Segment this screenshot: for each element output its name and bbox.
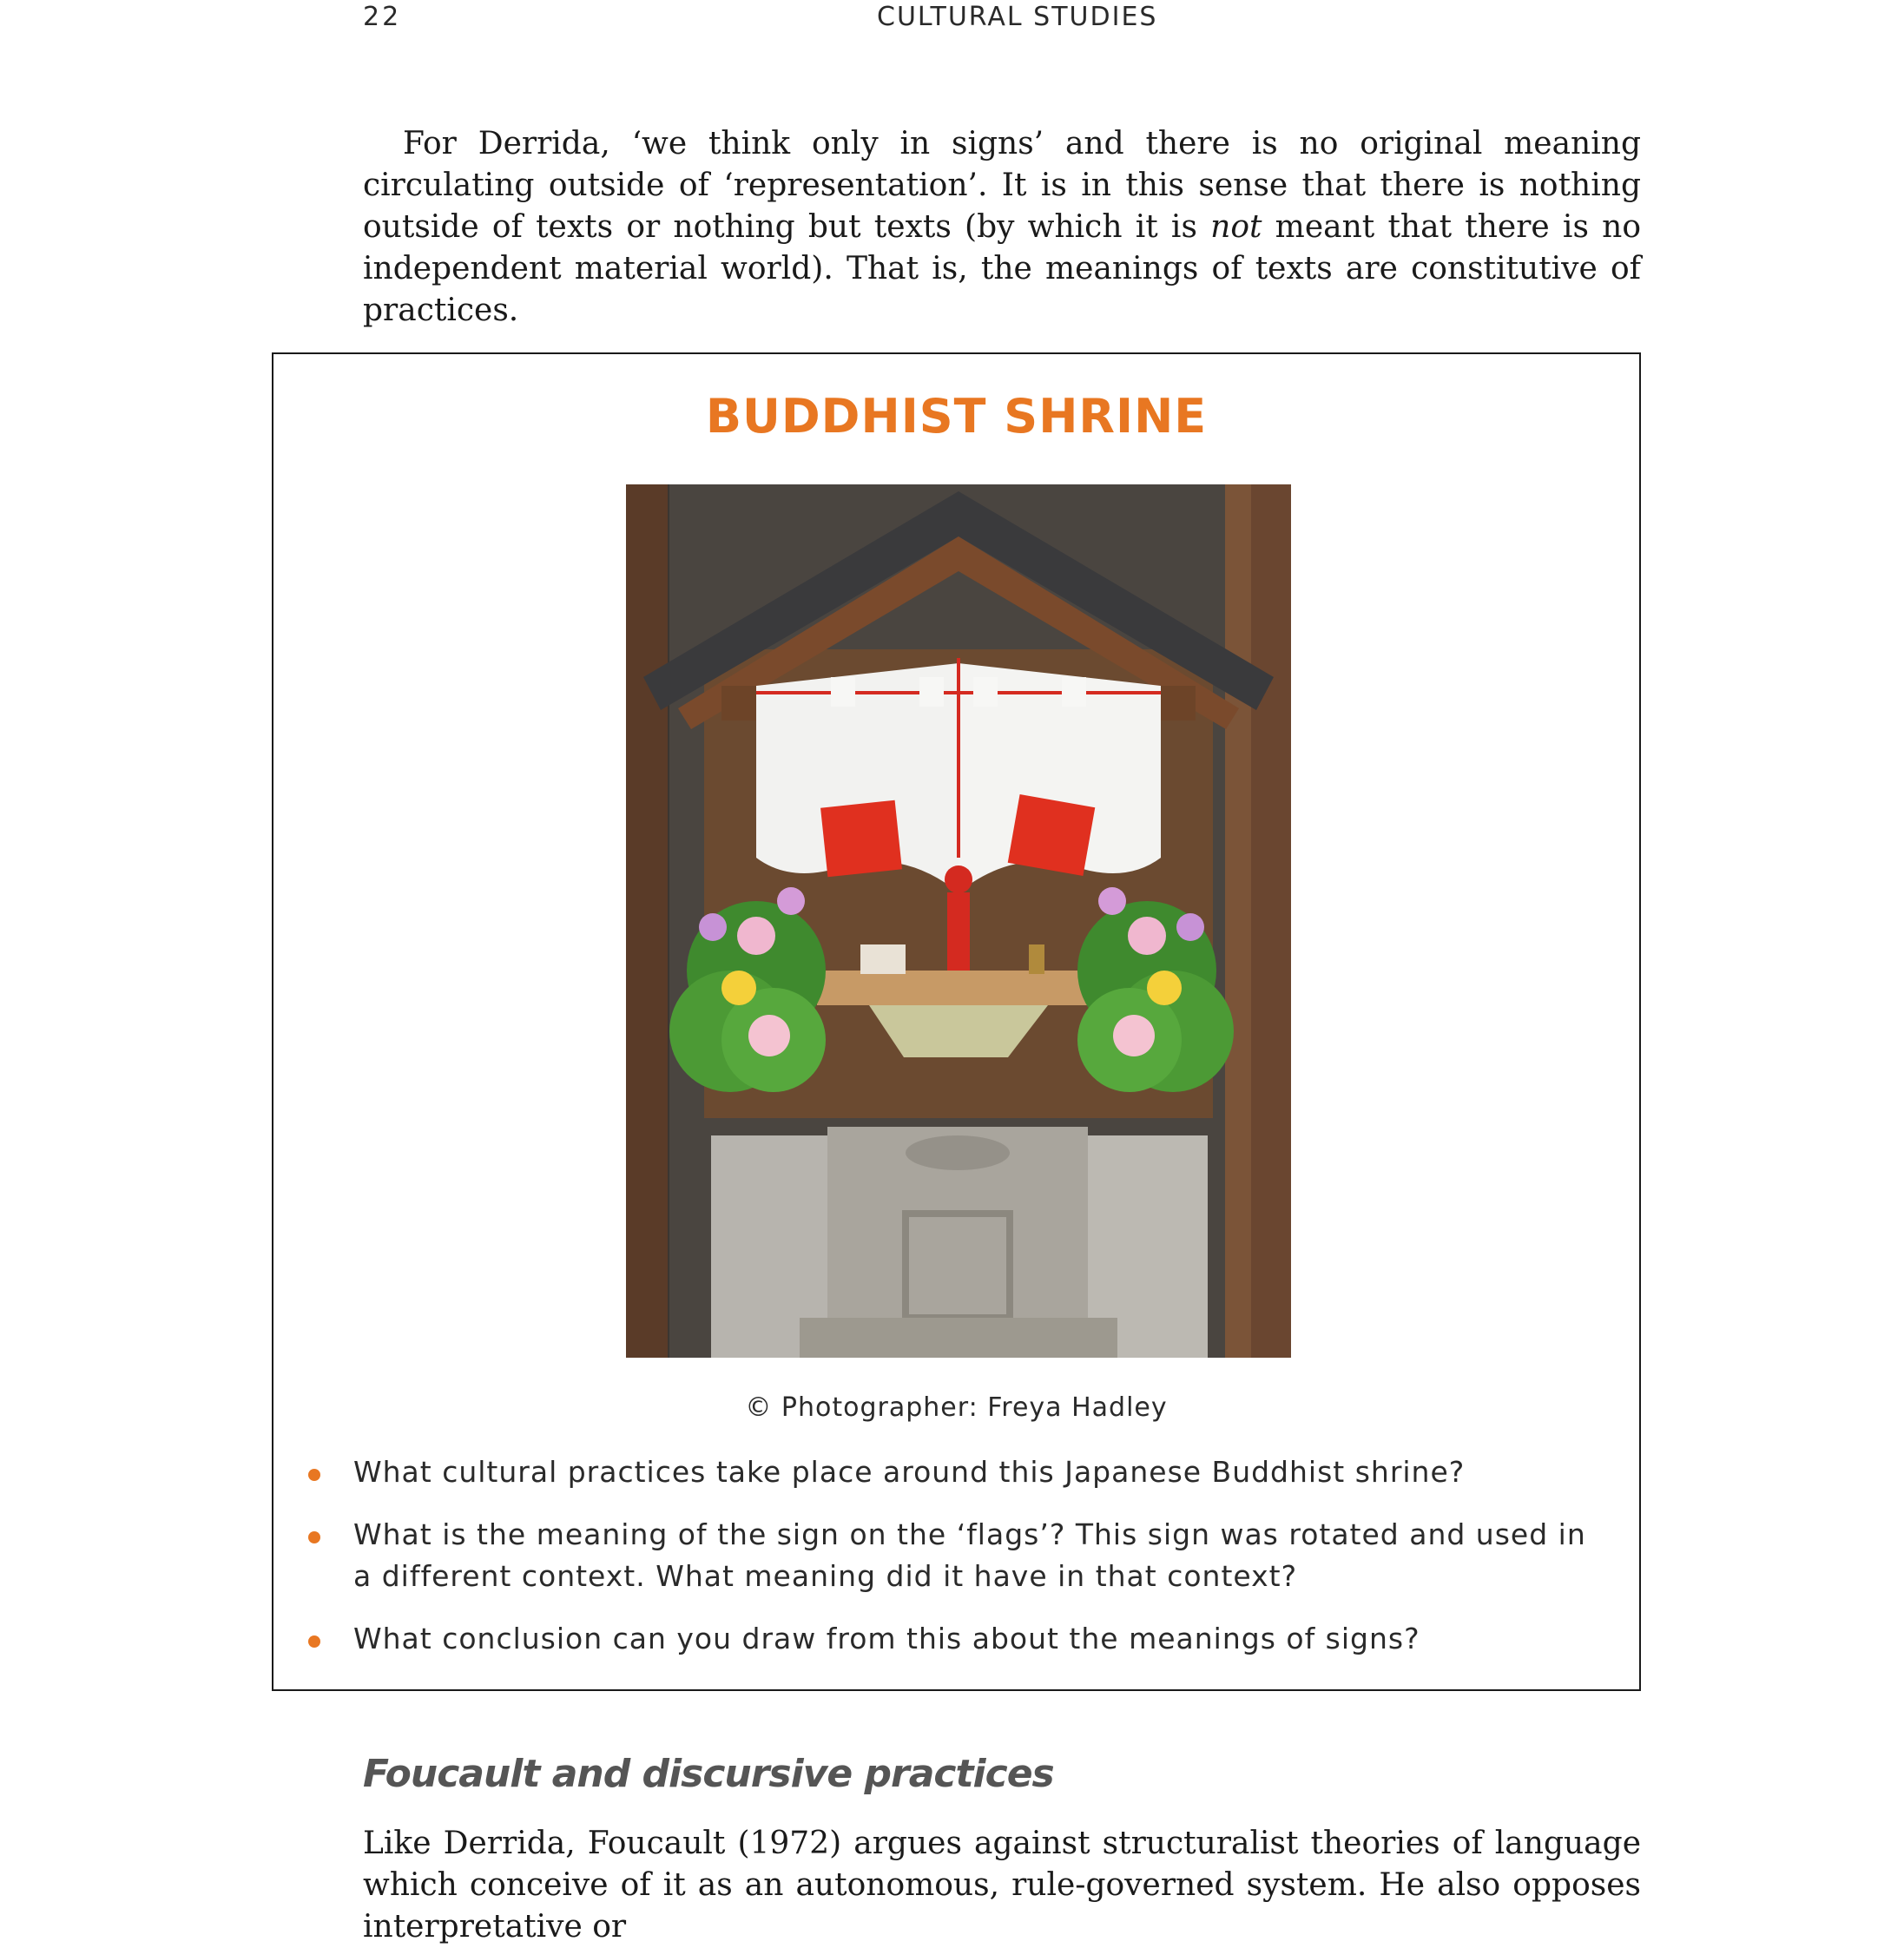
bullet-icon xyxy=(308,1531,320,1543)
question-text: What cultural practices take place around this Japanese Buddhist shrine? xyxy=(353,1455,1466,1489)
question-item xyxy=(308,1451,1593,1493)
running-title: CULTURAL STUDIES xyxy=(877,2,1158,32)
intro-paragraph xyxy=(363,123,1641,332)
bullet-icon xyxy=(308,1635,320,1648)
section-heading: Foucault and discursive practices xyxy=(363,1752,1054,1796)
page-number: 22 xyxy=(363,2,402,32)
question-text: What conclusion can you draw from this about the meanings of signs? xyxy=(353,1622,1420,1655)
shrine-illustration xyxy=(626,484,1291,1358)
running-head xyxy=(0,0,1904,52)
question-list xyxy=(308,1451,1593,1681)
intro-text-part1: For Derrida, ‘we think only in signs’ and there is no original meaning circulating outside of ‘representation’. It is in this sense that there is nothing outside of texts or nothing but texts (by which it is xyxy=(363,126,1641,245)
activity-box xyxy=(272,352,1641,1691)
shrine-photo xyxy=(626,484,1291,1358)
box-title: BUDDHIST SHRINE xyxy=(705,389,1208,444)
question-text: What is the meaning of the sign on the ‘flags’? This sign was rotated and used in a different context. What meaning did it have in that context? xyxy=(353,1517,1586,1593)
intro-text-part2: meant that there is no independent material world). That is, the meanings of texts are constitutive of practices. xyxy=(363,209,1641,328)
question-item xyxy=(308,1514,1593,1597)
intro-emphasis: not xyxy=(1210,209,1262,245)
question-item xyxy=(308,1618,1593,1660)
section-paragraph: Like Derrida, Foucault (1972) argues against structuralist theories of language which conceive of it as an autonomous, rule-governed system. He also opposes interpretative or xyxy=(363,1826,1641,1945)
photo-caption: © Photographer: Freya Hadley xyxy=(745,1392,1168,1423)
bullet-icon xyxy=(308,1469,320,1481)
